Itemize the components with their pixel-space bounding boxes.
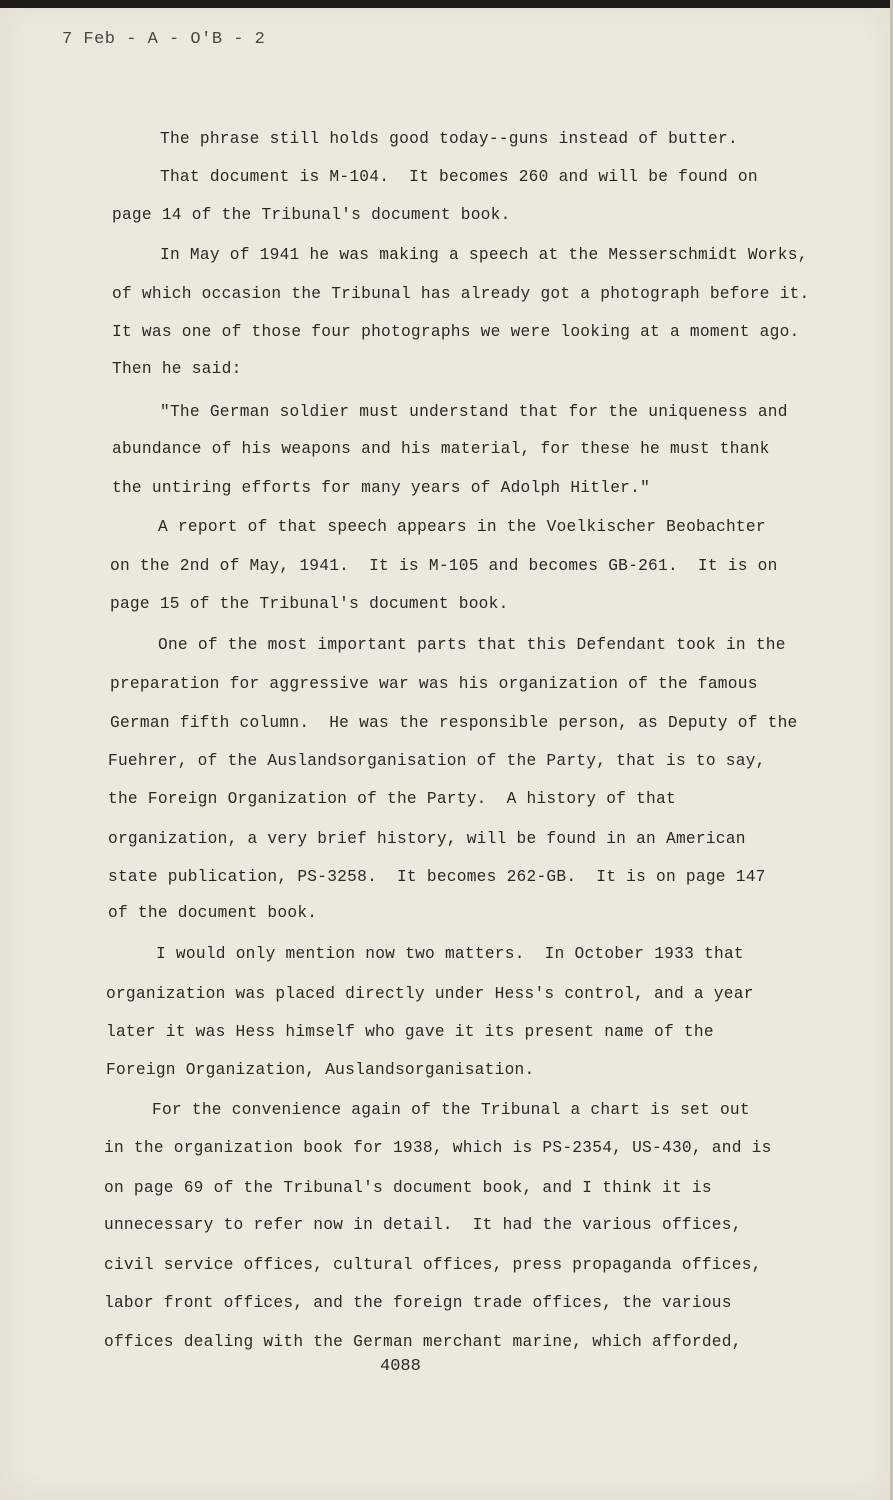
text-line: of which occasion the Tribunal has already got a photograph before it. — [112, 285, 810, 303]
text-line: preparation for aggressive war was his organization of the famous — [110, 675, 758, 693]
text-line: labor front offices, and the foreign trade offices, the various — [104, 1294, 732, 1312]
text-line: offices dealing with the German merchant marine, which afforded, — [104, 1333, 742, 1351]
text-line: state publication, PS-3258. It becomes 262-GB. It is on page 147 — [108, 868, 766, 886]
text-line: page 15 of the Tribunal's document book. — [110, 595, 509, 613]
text-line: page 14 of the Tribunal's document book. — [112, 206, 511, 224]
text-line: The phrase still holds good today--guns instead of butter. — [160, 130, 738, 148]
text-line: unnecessary to refer now in detail. It had the various offices, — [104, 1216, 742, 1234]
text-line: One of the most important parts that this Defendant took in the — [158, 636, 786, 654]
text-line: For the convenience again of the Tribunal a chart is set out — [152, 1101, 750, 1119]
text-line: abundance of his weapons and his material, for these he must thank — [112, 440, 770, 458]
page-top-edge — [0, 0, 893, 8]
text-line: organization, a very brief history, will be found in an American — [108, 830, 746, 848]
text-line: That document is M-104. It becomes 260 and will be found on — [160, 168, 758, 186]
text-line: later it was Hess himself who gave it its present name of the — [106, 1023, 714, 1041]
text-line: A report of that speech appears in the Voelkischer Beobachter — [158, 518, 766, 536]
text-line: civil service offices, cultural offices, press propaganda offices, — [104, 1256, 762, 1274]
page-header: 7 Feb - A - O'B - 2 — [62, 30, 266, 49]
text-line: on page 69 of the Tribunal's document book, and I think it is — [104, 1179, 712, 1197]
text-line: the Foreign Organization of the Party. A history of that — [108, 790, 676, 808]
text-line: I would only mention now two matters. In October 1933 that — [156, 945, 744, 963]
text-line: Then he said: — [112, 360, 242, 378]
text-line: German fifth column. He was the responsible person, as Deputy of the — [110, 714, 798, 732]
text-line: Foreign Organization, Auslandsorganisation. — [106, 1061, 535, 1079]
page-number: 4088 — [380, 1357, 421, 1376]
text-line: in the organization book for 1938, which is PS-2354, US-430, and is — [104, 1139, 772, 1157]
text-line: of the document book. — [108, 904, 318, 922]
text-line: "The German soldier must understand that for the uniqueness and — [160, 403, 788, 421]
text-line: the untiring efforts for many years of Adolph Hitler." — [112, 479, 651, 497]
text-line: In May of 1941 he was making a speech at the Messerschmidt Works, — [160, 246, 808, 264]
text-line: It was one of those four photographs we were looking at a moment ago. — [112, 323, 800, 341]
text-line: on the 2nd of May, 1941. It is M-105 and becomes GB-261. It is on — [110, 557, 778, 575]
text-line: Fuehrer, of the Auslandsorganisation of the Party, that is to say, — [108, 752, 766, 770]
text-line: organization was placed directly under Hess's control, and a year — [106, 985, 754, 1003]
